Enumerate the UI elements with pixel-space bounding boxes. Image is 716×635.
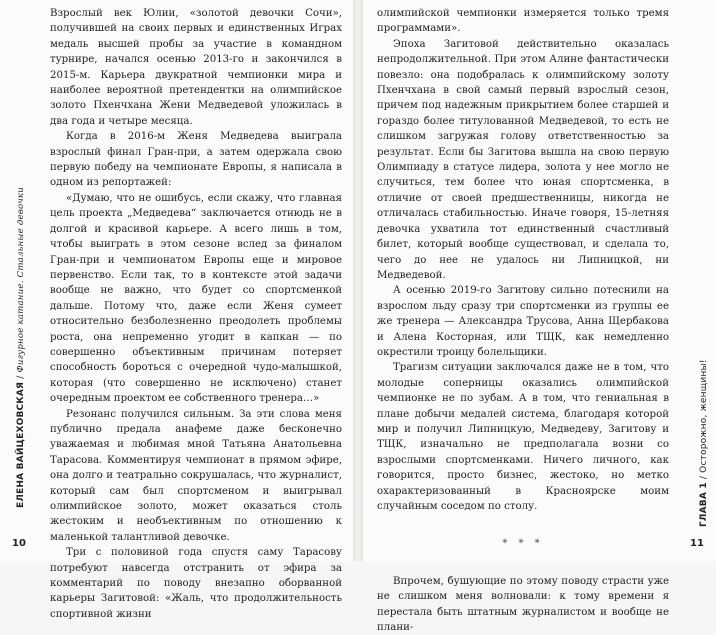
paragraph: А осенью 2019-го Загитову сильно потеснили на взрослом льду сразу три спортсменки из группы ее же тренера — Александра Трусова, Анна Щербакова и Алена Косторная, или ТЩК, как немедленно окрестили троицу болельщики.	[377, 285, 669, 358]
book-gutter	[353, 0, 363, 561]
paragraph: Трагизм ситуации заключался даже не в том, что молодые соперницы оказались олимпийской чемпионке не по зубам. А в том, что гениальная в плане добычи медалей система, благодаря которой мир и получил Липницкую, Медведеву, Загитову и ТЩК, изначально не предполагала возни со взрослыми спортсменками. Ничего личного, как говорится, просто бизнес, жестоко, но метко охарактеризованный в Красноярске моим случайным соседом по столу.	[377, 362, 669, 512]
author-name: ЕЛЕНА ВАЙЦЕХОВСКАЯ	[16, 381, 26, 508]
paragraph: Три с половиной года спустя саму Тарасову потребуют навсегда отстранить от эфира за комментарий по поводу внезапно оборванной карьеры Загитовой: «Жаль, что продолжительность спортивной жизни	[50, 547, 342, 620]
page-number: 10	[12, 538, 26, 549]
section-separator: * * *	[502, 538, 544, 550]
left-page	[0, 0, 353, 620]
chapter-number: ГЛАВА 1	[699, 482, 709, 527]
right-page	[363, 0, 716, 634]
running-head-separator: /	[16, 372, 26, 382]
paragraph: Эпоха Загитовой действительно оказалась непродолжительной. При этом Алине фантастически повезло: она подобралась к олимпийскому золоту Пхенчхана в свой самый первый взрослый сезон, причем под надежным прикрытием более старшей и гораздо более титулованной Медведевой, то есть не слишком загружая голову ответственностью за результат. Если бы Загитова вышла на свою первую Олимпиаду в статусе лидера, золота у нее могло не случиться, тем более что юная спортсменка, в отличие от своей предшественницы, никогда не отличалась стабильностью. Иначе говоря, 15-летняя девочка ухватила тот единственный счастливый билет, который вообще существовал, и сделала то, чего до нее не удалось ни Липницкой, ни Медведевой.	[377, 38, 669, 281]
paragraph: Взрослый век Юлии, «золотой девочки Сочи», получившей на своих первых и единственных Играх медаль высшей пробы за участие в командном турнире, начался осенью 2013-го и закончился в 2015-м. Карьера двукратной чемпионки мира и наиболее вероятной претендентки на олимпийское золото Пхенчхана Жени Медведевой уложилась в два года и четыре месяца.	[50, 8, 342, 127]
right-page-text	[377, 6, 669, 635]
chapter-title: Осторожно, женщины!	[699, 359, 709, 473]
running-head-separator: /	[699, 472, 709, 483]
left-page-text	[50, 6, 342, 622]
running-head-chapter	[699, 359, 709, 527]
running-head-author	[16, 187, 26, 508]
paragraph: Когда в 2016-м Женя Медведева выиграла взрослый финал Гран-при, а затем одержала свою первую победу на чемпионате Европы, я написала в одном из репортажей:	[50, 131, 342, 189]
paragraph: Резонанс получился сильным. За эти слова меня публично предала анафеме даже бесконечно уважаемая и любимая мной Татьяна Анатольевна Тарасова. Комментируя чемпионат в прямом эфире, она долго и театрально сокрушалась, что журналист, который сам был спортсменом и выигрывал олимпийское золото, может оказаться столь жестоким и необъективным по отношению к маленькой талантливой девочке.	[50, 408, 342, 543]
book-title: Фигурное катание. Стальные девочки	[16, 187, 26, 373]
paragraph: Впрочем, бушующие по этому поводу страсти уже не слишком меня волновали: к тому времени я перестала быть штатным журналистом и вообще не плани-	[377, 575, 669, 634]
paragraph: олимпийской чемпионки измеряется только тремя программами».	[377, 8, 669, 35]
quote-paragraph: «Думаю, что не ошибусь, если скажу, что главная цель проекта „Медведева“ заключается отнюдь не в долгой и красивой карьере. А всего лишь в том, чтобы выиграть в этом сезоне вслед за финалом Гран-при и чемпионатом Европы еще и мировое первенство. Если так, то в контексте этой задачи вообще не важно, что будет со спортсменкой дальше. Потому что, даже если Женя сумеет относительно безболезненно преодолеть проблемы роста, она непременно угодит в капкан — по совершенно объективным причинам потеряет способность бороться с очередной чудо-малышкой, которая (что совершенно не исключено) станет очередным проектом ее собственного тренера…»	[50, 192, 342, 405]
page-number: 11	[690, 538, 704, 549]
